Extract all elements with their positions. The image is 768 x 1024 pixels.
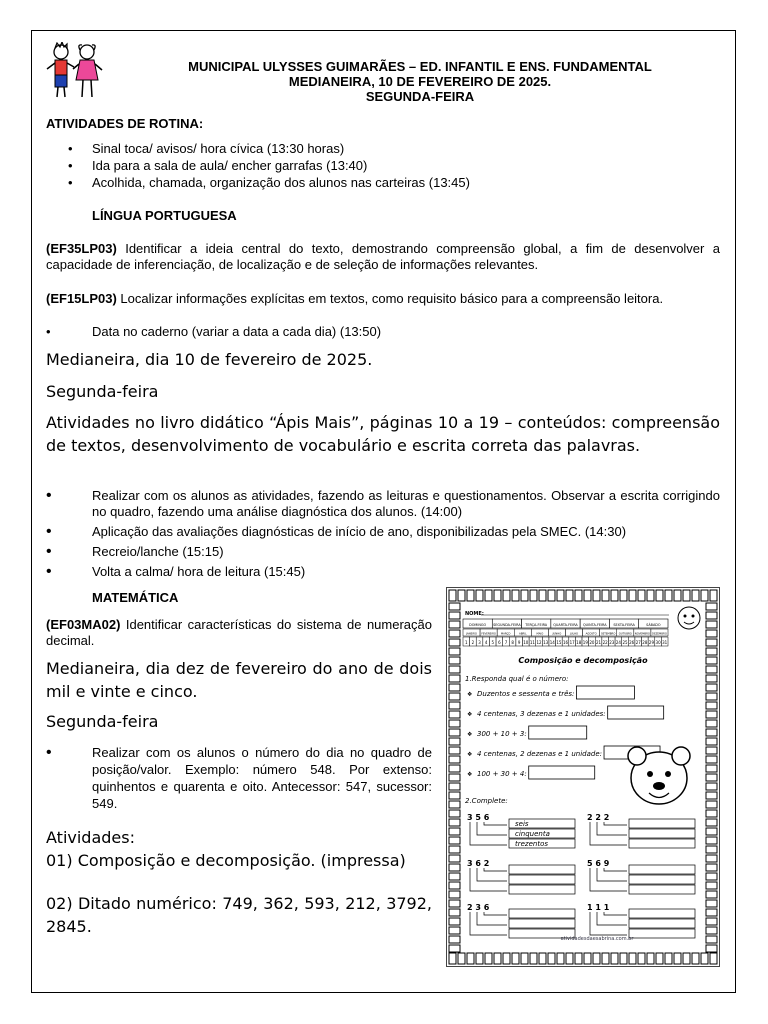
border-tile xyxy=(706,603,717,610)
border-tile xyxy=(449,900,460,907)
border-tile xyxy=(706,738,717,745)
border-tile xyxy=(706,855,717,862)
skill-ef03ma02 xyxy=(46,617,432,649)
weekday-label: SEXTA-FEIRA xyxy=(613,623,635,627)
matematica-steps xyxy=(46,744,432,812)
rotina-list xyxy=(46,140,470,191)
border-tile xyxy=(706,873,717,880)
border-tile xyxy=(485,590,492,601)
border-tile xyxy=(706,945,717,952)
day-number: 5 xyxy=(491,640,495,645)
day-number: 10 xyxy=(523,640,529,645)
group-digits: 5 6 9 xyxy=(587,859,610,868)
question-item: Duzentos e sessenta e três: xyxy=(477,690,575,698)
school-name: MUNICIPAL ULYSSES GUIMARÃES – ED. INFANTIL E ENS. FUNDAMENTAL xyxy=(188,59,652,74)
border-tile xyxy=(521,953,528,964)
worksheet-name-label: NOME: xyxy=(465,611,484,617)
weekday-label: SEGUNDA-FEIRA xyxy=(493,623,521,627)
answer-box xyxy=(509,865,575,874)
border-tile xyxy=(449,864,460,871)
day-numbers-row xyxy=(463,637,668,646)
day-number: 29 xyxy=(648,640,655,645)
skill-text: Localizar informações explícitas em textos, como requisito básico para a compreensão leitora. xyxy=(116,291,664,306)
matematica-date-line: Medianeira, dia dez de fevereiro do ano de dois mil e vinte e cinco. xyxy=(46,659,432,701)
matematica-title: MATEMÁTICA xyxy=(92,590,179,605)
border-tile xyxy=(575,590,582,601)
border-tile xyxy=(706,819,717,826)
border-tile xyxy=(467,953,474,964)
border-tile xyxy=(485,953,492,964)
border-tile xyxy=(706,702,717,709)
month-label: MAIO xyxy=(536,632,544,636)
day-number: 3 xyxy=(478,640,481,645)
border-tile xyxy=(530,953,537,964)
bullet-icon: ❖ xyxy=(467,751,473,758)
skill-text: Identificar características do sistema de numeração decimal. xyxy=(46,617,432,648)
number-word: trezentos xyxy=(515,840,549,848)
border-tile xyxy=(706,675,717,682)
day-number: 20 xyxy=(589,640,595,645)
number-word: seis xyxy=(515,820,529,828)
weekday-label: QUINTA-FEIRA xyxy=(582,623,607,627)
weekday-label: SÁBADO xyxy=(646,623,661,627)
answer-box xyxy=(608,706,664,719)
month-label: JANEIRO xyxy=(466,632,477,636)
border-tile xyxy=(706,648,717,655)
matematica-weekday: Segunda-feira xyxy=(46,712,159,731)
month-label: FEVEREIRO xyxy=(481,632,496,636)
day-number: 12 xyxy=(536,640,542,645)
day-number: 8 xyxy=(511,640,514,645)
day-number: 14 xyxy=(549,640,555,645)
worksheet-title: Composição e decomposição xyxy=(518,656,648,665)
children-illustration xyxy=(42,42,106,100)
border-tile xyxy=(449,891,460,898)
list-item: • Aplicação das avaliações diagnósticas de início de ano, disponibilizadas pela SMEC. (14:30) xyxy=(46,523,720,540)
day-number: 25 xyxy=(622,640,628,645)
border-tile xyxy=(584,953,591,964)
answer-box xyxy=(509,909,575,918)
day-number: 2 xyxy=(471,640,475,645)
border-tile xyxy=(503,953,510,964)
border-tile xyxy=(674,953,681,964)
border-tile xyxy=(449,882,460,889)
answer-box xyxy=(629,875,695,884)
answer-box xyxy=(629,909,695,918)
skill-code: (EF03MA02) xyxy=(46,617,121,632)
border-tile xyxy=(494,590,501,601)
list-item: • Ida para a sala de aula/ encher garrafas (13:40) xyxy=(46,157,470,174)
border-tile xyxy=(706,639,717,646)
border-tile xyxy=(674,590,681,601)
header-date: MEDIANEIRA, 10 DE FEVEREIRO DE 2025. xyxy=(288,74,552,89)
border-tile xyxy=(706,792,717,799)
border-tile xyxy=(620,953,627,964)
skill-text: Identificar a ideia central do texto, demostrando compreensão global, a fim de desenvolver a capacidade de inferenciação, de localização e de seleção de informações relevantes. xyxy=(46,241,720,272)
group-digits: 3 6 2 xyxy=(467,859,490,868)
answer-box xyxy=(529,726,587,739)
border-tile xyxy=(449,828,460,835)
answer-box xyxy=(629,919,695,928)
border-tile xyxy=(449,729,460,736)
question-2: 2.Complete: xyxy=(465,797,508,805)
group-digits: 1 1 1 xyxy=(587,903,610,912)
weekday-row xyxy=(463,619,668,628)
answer-box xyxy=(509,919,575,928)
answer-box xyxy=(629,839,695,848)
border-tile xyxy=(638,590,645,601)
border-tile xyxy=(706,882,717,889)
border-tile xyxy=(710,590,717,601)
border-tile xyxy=(566,590,573,601)
day-number: 27 xyxy=(635,640,641,645)
day-number: 31 xyxy=(662,640,668,645)
list-item: • Recreio/lanche (15:15) xyxy=(46,543,720,560)
border-tile xyxy=(683,590,690,601)
border-tile xyxy=(706,810,717,817)
bullet-icon: ❖ xyxy=(467,731,473,738)
border-tile xyxy=(593,953,600,964)
day-number: 9 xyxy=(517,640,521,645)
border-tile xyxy=(557,953,564,964)
border-tile xyxy=(449,756,460,763)
border-tile xyxy=(512,953,519,964)
border-tile xyxy=(706,936,717,943)
border-tile xyxy=(665,590,672,601)
border-tile xyxy=(449,693,460,700)
border-tile xyxy=(647,590,654,601)
border-tile xyxy=(449,837,460,844)
border-tile xyxy=(503,590,510,601)
border-tile xyxy=(584,590,591,601)
list-item: • Realizar com os alunos o número do dia no quadro de posição/valor. Exemplo: número 548. Por extenso: quinhentos e quarenta e oito. Antecessor: 547, sucessor: 549. xyxy=(46,744,432,812)
border-tile xyxy=(449,666,460,673)
border-tile xyxy=(449,783,460,790)
border-tile xyxy=(449,873,460,880)
question-item: 300 + 10 + 3: xyxy=(477,730,527,738)
weekday-label: DOMINGO xyxy=(469,623,487,627)
border-tile xyxy=(706,783,717,790)
list-item: • Volta a calma/ hora de leitura (15:45) xyxy=(46,563,720,580)
border-tile xyxy=(449,927,460,934)
border-tile xyxy=(706,729,717,736)
month-label: SETEMBRO xyxy=(601,632,616,636)
border-tile xyxy=(449,953,456,964)
group-digits: 3 5 6 xyxy=(467,813,490,822)
day-number: 13 xyxy=(543,640,549,645)
border-tile xyxy=(449,603,460,610)
border-tile xyxy=(638,953,645,964)
portugues-date-line: Medianeira, dia 10 de fevereiro de 2025. xyxy=(46,350,373,369)
rotina-title: ATIVIDADES DE ROTINA: xyxy=(46,116,204,131)
border-tile xyxy=(706,720,717,727)
month-label: NOVEMBRO xyxy=(634,632,650,636)
data-list xyxy=(46,323,381,340)
month-label: MARÇO xyxy=(500,632,511,636)
answer-box xyxy=(629,819,695,828)
border-tile xyxy=(449,936,460,943)
question-item: 100 + 30 + 4: xyxy=(477,770,527,778)
border-tile xyxy=(449,909,460,916)
answer-box xyxy=(629,865,695,874)
border-tile xyxy=(706,774,717,781)
day-number: 21 xyxy=(596,640,602,645)
day-number: 7 xyxy=(504,640,508,645)
border-tile xyxy=(521,590,528,601)
border-tile xyxy=(665,953,672,964)
border-tile xyxy=(706,747,717,754)
border-tile xyxy=(449,621,460,628)
answer-box xyxy=(629,885,695,894)
border-tile xyxy=(706,693,717,700)
answer-box xyxy=(629,829,695,838)
atividades-title: Atividades: xyxy=(46,828,135,847)
skill-code: (EF15LP03) xyxy=(46,291,117,306)
skill-ef35lp03 xyxy=(46,241,720,273)
border-tile xyxy=(449,657,460,664)
month-label: ABRIL xyxy=(519,632,527,636)
border-tile xyxy=(449,738,460,745)
border-tile xyxy=(701,953,708,964)
answer-box xyxy=(509,885,575,894)
border-tile xyxy=(449,590,456,601)
border-tile xyxy=(467,590,474,601)
month-label: DEZEMBRO xyxy=(651,632,667,636)
border-tile xyxy=(620,590,627,601)
day-number: 30 xyxy=(655,640,661,645)
border-tile xyxy=(449,720,460,727)
atividade-2: 02) Ditado numérico: 749, 362, 593, 212, 3792, 2845. xyxy=(46,894,432,936)
border-tile xyxy=(575,953,582,964)
border-tile xyxy=(449,810,460,817)
bullet-icon: ❖ xyxy=(467,711,473,718)
border-tile xyxy=(706,765,717,772)
day-number: 22 xyxy=(602,640,608,645)
day-number: 18 xyxy=(576,640,582,645)
border-tile xyxy=(706,711,717,718)
border-tile xyxy=(611,953,618,964)
border-tile xyxy=(656,953,663,964)
question-1: 1.Responda qual é o número: xyxy=(465,675,569,683)
day-number: 15 xyxy=(556,640,562,645)
border-tile xyxy=(458,590,465,601)
border-tile xyxy=(530,590,537,601)
border-tile xyxy=(476,953,483,964)
bullet-icon: ❖ xyxy=(467,771,473,778)
border-tile xyxy=(593,590,600,601)
day-number: 6 xyxy=(498,640,501,645)
border-tile xyxy=(706,891,717,898)
border-tile xyxy=(449,801,460,808)
border-tile xyxy=(706,900,717,907)
border-tile xyxy=(449,639,460,646)
border-tile xyxy=(539,953,546,964)
border-tile xyxy=(557,590,564,601)
border-tile xyxy=(629,590,636,601)
answer-box xyxy=(529,766,595,779)
border-tile xyxy=(692,953,699,964)
portugues-weekday: Segunda-feira xyxy=(46,382,159,401)
border-tile xyxy=(706,801,717,808)
border-tile xyxy=(449,612,460,619)
worksheet-image xyxy=(446,587,720,967)
day-number: 19 xyxy=(582,640,588,645)
group-digits: 2 2 2 xyxy=(587,813,610,822)
answer-box xyxy=(509,875,575,884)
border-tile xyxy=(449,819,460,826)
answer-box xyxy=(576,686,634,699)
border-tile xyxy=(706,828,717,835)
border-tile xyxy=(706,630,717,637)
day-number: 23 xyxy=(609,640,615,645)
border-tile xyxy=(449,747,460,754)
border-tile xyxy=(706,918,717,925)
worksheet-footer: atividadesdaesabrina.com.br xyxy=(560,936,634,942)
border-tile xyxy=(449,792,460,799)
portugues-activities: Atividades no livro didático “Ápis Mais”, páginas 10 a 19 – conteúdos: compreensão de textos, desenvolvimento de vocabulário e escrita correta das palavras. xyxy=(46,413,720,455)
day-number: 11 xyxy=(529,640,535,645)
header-weekday: SEGUNDA-FEIRA xyxy=(365,89,475,104)
school-header xyxy=(150,59,690,104)
border-tile xyxy=(449,918,460,925)
border-tile xyxy=(539,590,546,601)
border-tile xyxy=(476,590,483,601)
border-tile xyxy=(449,675,460,682)
border-tile xyxy=(706,864,717,871)
border-tile xyxy=(706,837,717,844)
month-label: JULHO xyxy=(569,632,579,636)
bullet-icon: ❖ xyxy=(467,691,473,698)
border-tile xyxy=(706,621,717,628)
border-tile xyxy=(701,590,708,601)
border-tile xyxy=(706,657,717,664)
border-tile xyxy=(548,590,555,601)
border-tile xyxy=(706,909,717,916)
border-tile xyxy=(449,648,460,655)
day-number: 17 xyxy=(569,640,575,645)
month-row xyxy=(463,629,668,636)
border-tile xyxy=(611,590,618,601)
day-number: 16 xyxy=(562,640,569,645)
border-tile xyxy=(706,684,717,691)
border-tile xyxy=(449,702,460,709)
skill-code: (EF35LP03) xyxy=(46,241,117,256)
border-tile xyxy=(656,590,663,601)
border-tile xyxy=(602,590,609,601)
portugues-title: LÍNGUA PORTUGUESA xyxy=(92,208,237,223)
day-number: 24 xyxy=(615,640,621,645)
border-tile xyxy=(706,927,717,934)
border-tile xyxy=(683,953,690,964)
worksheet-drawing xyxy=(447,588,719,966)
list-item: • Sinal toca/ avisos/ hora cívica (13:30 horas) xyxy=(46,140,470,157)
border-tile xyxy=(449,684,460,691)
border-tile xyxy=(629,953,636,964)
border-tile xyxy=(449,846,460,853)
border-tile xyxy=(566,953,573,964)
skill-ef15lp03 xyxy=(46,291,726,307)
border-tile xyxy=(449,711,460,718)
border-tile xyxy=(706,846,717,853)
list-item: • Acolhida, chamada, organização dos alunos nas carteiras (13:45) xyxy=(46,174,470,191)
month-label: JUNHO xyxy=(552,632,562,636)
question-item: 4 centenas, 3 dezenas e 1 unidades: xyxy=(477,710,606,718)
portugues-steps xyxy=(46,488,720,580)
border-tile xyxy=(512,590,519,601)
border-tile xyxy=(706,756,717,763)
day-number: 4 xyxy=(484,640,488,645)
answer-box xyxy=(629,929,695,938)
border-tile xyxy=(692,590,699,601)
border-tile xyxy=(449,774,460,781)
border-tile xyxy=(647,953,654,964)
border-tile xyxy=(449,765,460,772)
border-tile xyxy=(548,953,555,964)
weekday-label: TERÇA-FEIRA xyxy=(525,623,548,627)
border-tile xyxy=(602,953,609,964)
border-tile xyxy=(706,612,717,619)
border-tile xyxy=(449,945,460,952)
border-tile xyxy=(706,666,717,673)
day-number: 1 xyxy=(465,640,468,645)
day-number: 26 xyxy=(629,640,635,645)
border-tile xyxy=(449,630,460,637)
question-item: 4 centenas, 2 dezenas e 1 unidade: xyxy=(477,750,603,758)
list-item: • Data no caderno (variar a data a cada dia) (13:50) xyxy=(46,323,381,340)
border-tile xyxy=(449,855,460,862)
border-tile xyxy=(710,953,717,964)
atividade-1: 01) Composição e decomposição. (impressa) xyxy=(46,851,406,870)
month-label: AGOSTO xyxy=(585,632,597,636)
border-tile xyxy=(494,953,501,964)
border-tile xyxy=(458,953,465,964)
number-word: cinquenta xyxy=(515,830,550,838)
day-number: 28 xyxy=(642,640,648,645)
list-item: • Realizar com os alunos as atividades, fazendo as leituras e questionamentos. Observar a escrita corrigindo no quadro, fazendo uma análise diagnóstica dos alunos. (14:00) xyxy=(46,488,720,520)
weekday-label: QUARTA-FEIRA xyxy=(553,623,578,627)
group-digits: 2 3 6 xyxy=(467,903,490,912)
month-label: OUTUBRO xyxy=(618,632,632,636)
